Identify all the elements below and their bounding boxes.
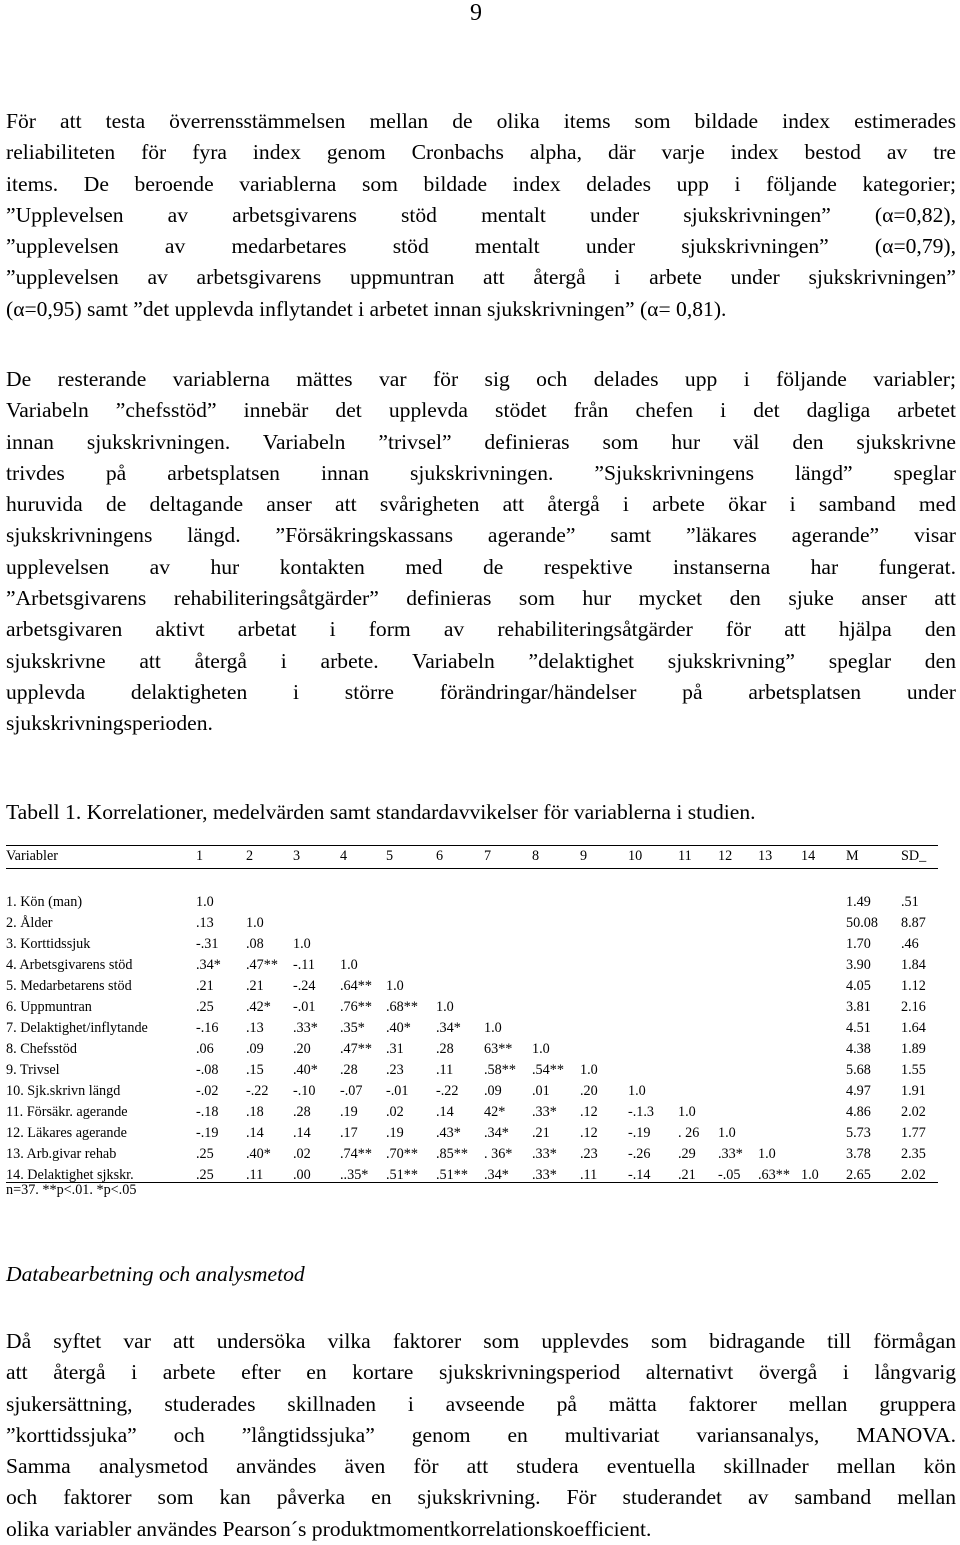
table-cell: .58** — [484, 1062, 516, 1078]
table-cell: -.11 — [293, 957, 315, 973]
table-cell: .21 — [532, 1125, 550, 1141]
table-cell: .20 — [580, 1083, 598, 1099]
text-line: arbetsgivaren aktivt arbetat i form av rehabiliteringsåtgärder för att hjälpa den — [6, 617, 956, 642]
table-cell: 1.0 — [678, 1104, 696, 1120]
table-cell: .09 — [484, 1083, 502, 1099]
table-cell: .33* — [293, 1020, 318, 1036]
table-cell: .25 — [196, 1167, 214, 1183]
table-row — [6, 1020, 938, 1041]
text-line: trivdes på arbetsplatsen innan sjukskrivningen. ”Sjukskrivningens längd” speglar — [6, 460, 956, 485]
table-cell: SD_ — [901, 848, 927, 864]
table-cell: .28 — [293, 1104, 311, 1120]
table-cell: .02 — [293, 1146, 311, 1162]
text-line: Då syftet var att undersöka vilka faktorer som upplevdes som bidragande till förmågan — [6, 1329, 956, 1353]
table-cell: .46 — [901, 936, 919, 952]
table-cell: 4.97 — [846, 1083, 871, 1099]
table-cell: 1 — [196, 848, 204, 864]
text-line: Samma analysmetod användes även för att studera eventuella skillnader mellan kön — [6, 1454, 956, 1479]
row-label: 12. Läkares agerande — [6, 1125, 127, 1141]
table-cell: .34* — [484, 1167, 509, 1183]
text-line: olika variabler användes Pearson´s produktmomentkorrelationskoefficient. — [6, 1516, 652, 1541]
table-cell: -.05 — [718, 1167, 741, 1183]
table-cell: 3.81 — [846, 999, 871, 1015]
table-cell: 5.68 — [846, 1062, 871, 1078]
table-cell: .34* — [484, 1125, 509, 1141]
table-cell: .51** — [436, 1167, 468, 1183]
table-cell: .40* — [386, 1020, 411, 1036]
table-cell: 3.78 — [846, 1146, 871, 1162]
row-label: 6. Uppmuntran — [6, 999, 92, 1015]
table-cell: .00 — [293, 1167, 311, 1183]
row-label: 8. Chefsstöd — [6, 1041, 77, 1057]
table-cell: 1.0 — [484, 1020, 502, 1036]
table-row — [6, 957, 938, 978]
table-cell: 1.77 — [901, 1125, 926, 1141]
table-cell: .35* — [340, 1020, 365, 1036]
table-cell: 8.87 — [901, 915, 926, 931]
table-row — [6, 1083, 938, 1104]
table-row — [6, 1062, 938, 1083]
table-cell: .29 — [678, 1146, 696, 1162]
table-cell: .17 — [340, 1125, 358, 1141]
table-cell: .19 — [340, 1104, 358, 1120]
table-cell: .34* — [436, 1020, 461, 1036]
table-cell: 11 — [678, 848, 692, 864]
text-line: upplevda delaktigheten i större förändringar/händelser på arbetsplatsen under — [6, 679, 956, 704]
row-label: Variabler — [6, 848, 58, 864]
text-line: sjukersättning, studerades skillnaden i avseende på mätta faktorer mellan gruppera — [6, 1391, 956, 1416]
row-label: 1. Kön (man) — [6, 894, 83, 910]
table-cell: .14 — [293, 1125, 311, 1141]
table-bottom-rule — [6, 1182, 938, 1183]
table-cell: .63** — [758, 1167, 790, 1183]
table-cell: .23 — [386, 1062, 404, 1078]
table-cell: .51** — [386, 1167, 418, 1183]
table-cell: .23 — [580, 1146, 598, 1162]
row-label: 14. Delaktighet sjkskr. — [6, 1167, 134, 1183]
table-cell: 2.02 — [901, 1167, 926, 1183]
row-label: 7. Delaktighet/inflytande — [6, 1020, 148, 1036]
table-cell: .34* — [196, 957, 221, 973]
table-cell: .11 — [580, 1167, 598, 1183]
table-cell: .11 — [246, 1167, 264, 1183]
row-label: 11. Försäkr. agerande — [6, 1104, 128, 1120]
table-cell: 63** — [484, 1041, 513, 1057]
text-line: ”Upplevelsen av arbetsgivarens stöd mentalt under sjukskrivningen” (α=0,82), — [6, 202, 956, 227]
row-label: 4. Arbetsgivarens stöd — [6, 957, 133, 973]
table-cell: 1.55 — [901, 1062, 926, 1078]
table-cell: .40* — [246, 1146, 271, 1162]
table-cell: 1.0 — [436, 999, 454, 1015]
table-cell: -.19 — [628, 1125, 651, 1141]
table-cell: 1.0 — [532, 1041, 550, 1057]
table-caption: Tabell 1. Korrelationer, medelvärden samt standardavvikelser för variablerna i studien. — [6, 800, 756, 824]
text-line: ”upplevelsen av medarbetares stöd mentalt under sjukskrivningen” (α=0,79), — [6, 234, 956, 259]
table-cell: 1.0 — [580, 1062, 598, 1078]
row-label: 2. Ålder — [6, 915, 53, 931]
text-line: och faktorer som kan påverka en sjukskrivning. För studerandet av samband mellan — [6, 1485, 956, 1510]
table-spacer — [6, 872, 938, 894]
table-cell: .33* — [532, 1104, 557, 1120]
text-line: (α=0,95) samt ”det upplevda inflytandet i arbetet innan sjukskrivningen” (α= 0,81). — [6, 296, 727, 321]
text-line: ”korttidssjuka” och ”långtidssjuka” genom en multivariat variansanalys, MANOVA. — [6, 1422, 956, 1447]
table-cell: 4.38 — [846, 1041, 871, 1057]
text-line: De resterande variablerna mättes var för sig och delades upp i följande variabler; — [6, 367, 956, 391]
table-cell: .47** — [246, 957, 278, 973]
table-cell: .21 — [196, 978, 214, 994]
table-header-rule — [6, 868, 938, 869]
table-row — [6, 1104, 938, 1125]
table-cell: 4.86 — [846, 1104, 871, 1120]
text-line: sjukskrivne att återgå i arbete. Variabeln ”delaktighet sjukskrivning” speglar den — [6, 648, 956, 673]
text-line: att återgå i arbete efter en kortare sjukskrivningsperiod alternativt övergå i långvarig — [6, 1360, 956, 1385]
table-cell: 7 — [484, 848, 492, 864]
table-cell: .21 — [678, 1167, 696, 1183]
table-cell: -.08 — [196, 1062, 219, 1078]
table-cell: 1.0 — [801, 1167, 819, 1183]
row-label: 3. Korttidssjuk — [6, 936, 91, 952]
table-cell: 2.65 — [846, 1167, 871, 1183]
table-cell: -.1.3 — [628, 1104, 655, 1120]
row-label: 13. Arb.givar rehab — [6, 1146, 117, 1162]
table-cell: .19 — [386, 1125, 404, 1141]
page-number: 9 — [470, 0, 482, 26]
paragraph-reliability — [6, 106, 956, 325]
table-cell: -.22 — [436, 1083, 459, 1099]
table-cell: .02 — [386, 1104, 404, 1120]
table-cell: .33* — [532, 1167, 557, 1183]
table-cell: 2 — [246, 848, 254, 864]
table-cell: 2.02 — [901, 1104, 926, 1120]
table-cell: .76** — [340, 999, 372, 1015]
table-cell: -.10 — [293, 1083, 316, 1099]
table-cell: .15 — [246, 1062, 264, 1078]
table-cell: .28 — [340, 1062, 358, 1078]
table-cell: 5.73 — [846, 1125, 871, 1141]
table-cell: ..35* — [340, 1167, 369, 1183]
table-cell: .33* — [718, 1146, 743, 1162]
table-cell: 13 — [758, 848, 773, 864]
table-cell: .70** — [386, 1146, 418, 1162]
table-cell: 4.05 — [846, 978, 871, 994]
table-cell: .13 — [246, 1020, 264, 1036]
table-cell: 3 — [293, 848, 301, 864]
table-cell: .40* — [293, 1062, 318, 1078]
table-cell: -.31 — [196, 936, 219, 952]
table-cell: 2.35 — [901, 1146, 926, 1162]
table-cell: .47** — [340, 1041, 372, 1057]
table-row — [6, 936, 938, 957]
table-cell: .43* — [436, 1125, 461, 1141]
table-row — [6, 1041, 938, 1062]
table-cell: 1.0 — [293, 936, 311, 952]
table-cell: .12 — [580, 1104, 598, 1120]
table-cell: .74** — [340, 1146, 372, 1162]
section-heading: Databearbetning och analysmetod — [6, 1262, 305, 1286]
table-cell: 10 — [628, 848, 643, 864]
table-row — [6, 1125, 938, 1146]
table-cell: -.18 — [196, 1104, 219, 1120]
table-top-rule — [6, 845, 938, 846]
table-cell: 3.90 — [846, 957, 871, 973]
table-cell: .08 — [246, 936, 264, 952]
table-cell: -.02 — [196, 1083, 219, 1099]
table-cell: .51 — [901, 894, 919, 910]
table-cell: 1.70 — [846, 936, 871, 952]
row-label: 9. Trivsel — [6, 1062, 60, 1078]
table-cell: 1.0 — [718, 1125, 736, 1141]
table-cell: 1.49 — [846, 894, 871, 910]
text-line: För att testa överrensstämmelsen mellan de olika items som bildade index estimerades — [6, 109, 956, 133]
text-line: ”upplevelsen av arbetsgivarens uppmuntran att återgå i arbete under sjukskrivningen” — [6, 265, 956, 290]
table-cell: -.19 — [196, 1125, 219, 1141]
table-cell: .20 — [293, 1041, 311, 1057]
text-line: sjukskrivningens längd. ”Försäkringskassans agerande” samt ”läkares agerande” visar — [6, 523, 956, 548]
table-cell: .14 — [246, 1125, 264, 1141]
paragraph-variables — [6, 364, 956, 740]
table-cell: 1.0 — [246, 915, 264, 931]
table-cell: 1.0 — [758, 1146, 776, 1162]
table-cell: 4.51 — [846, 1020, 871, 1036]
table-cell: -.24 — [293, 978, 316, 994]
table-row — [6, 1146, 938, 1167]
text-line: items. De beroende variablerna som bildade index delades upp i följande kategorier; — [6, 171, 956, 196]
table-cell: .31 — [386, 1041, 404, 1057]
table-cell: -.01 — [293, 999, 316, 1015]
table-cell: .18 — [246, 1104, 264, 1120]
table-cell: -.01 — [386, 1083, 409, 1099]
table-cell: 1.89 — [901, 1041, 926, 1057]
row-label: 5. Medarbetarens stöd — [6, 978, 132, 994]
table-cell: .54** — [532, 1062, 564, 1078]
row-label: 10. Sjk.skrivn längd — [6, 1083, 121, 1099]
text-line: huruvida de deltagande anser att svårigheten att återgå i arbete ökar i samband med — [6, 492, 956, 517]
text-line: reliabiliteten för fyra index genom Cronbachs alpha, där varje index bestod av tre — [6, 140, 956, 165]
table-cell: 6 — [436, 848, 444, 864]
table-cell: .06 — [196, 1041, 214, 1057]
text-line: upplevelsen av hur kontakten med de respektive instanserna har fungerat. — [6, 554, 956, 579]
table-cell: .01 — [532, 1083, 550, 1099]
table-cell: .68** — [386, 999, 418, 1015]
table-cell: .14 — [436, 1104, 454, 1120]
table-cell: .12 — [580, 1125, 598, 1141]
table-cell: 14 — [801, 848, 816, 864]
table-cell: .09 — [246, 1041, 264, 1057]
table-cell: 2.16 — [901, 999, 926, 1015]
table-cell: -.14 — [628, 1167, 651, 1183]
table-cell: -.16 — [196, 1020, 219, 1036]
table-cell: -.07 — [340, 1083, 363, 1099]
table-row — [6, 894, 938, 915]
table-cell: 12 — [718, 848, 733, 864]
text-line: innan sjukskrivningen. Variabeln ”trivsel” definieras som hur väl den sjukskrivne — [6, 429, 956, 454]
table-cell: 1.84 — [901, 957, 926, 973]
table-cell: 8 — [532, 848, 540, 864]
table-cell: M — [846, 848, 859, 864]
table-cell: 4 — [340, 848, 348, 864]
table-row — [6, 999, 938, 1020]
table-cell: 5 — [386, 848, 394, 864]
table-cell: 9 — [580, 848, 588, 864]
table-row — [6, 978, 938, 999]
table-note: n=37. **p<.01. *p<.05 — [6, 1182, 137, 1198]
table-cell: .64** — [340, 978, 372, 994]
table-cell: .25 — [196, 999, 214, 1015]
table-cell: .11 — [436, 1062, 454, 1078]
table-cell: .13 — [196, 915, 214, 931]
table-cell: .21 — [246, 978, 264, 994]
table-cell: 50.08 — [846, 915, 878, 931]
table-cell: .42* — [246, 999, 271, 1015]
table-row — [6, 1167, 938, 1188]
table-cell: -.26 — [628, 1146, 651, 1162]
table-cell: 1.0 — [628, 1083, 646, 1099]
table-cell: 1.0 — [340, 957, 358, 973]
table-cell: .25 — [196, 1146, 214, 1162]
table-cell: 1.0 — [386, 978, 404, 994]
table-cell: 1.64 — [901, 1020, 926, 1036]
table-cell: .33* — [532, 1146, 557, 1162]
text-line: Variabeln ”chefsstöd” innebär det upplevda stödet från chefen i det dagliga arbetet — [6, 398, 956, 423]
table-cell: .85** — [436, 1146, 468, 1162]
paragraph-analysis — [6, 1326, 956, 1545]
text-line: sjukskrivningsperioden. — [6, 711, 213, 736]
table-cell: 1.12 — [901, 978, 926, 994]
table-cell: -.22 — [246, 1083, 269, 1099]
table-cell: . 36* — [484, 1146, 513, 1162]
correlation-table — [6, 848, 938, 1188]
table-cell: 1.91 — [901, 1083, 926, 1099]
table-cell: .28 — [436, 1041, 454, 1057]
table-cell: 1.0 — [196, 894, 214, 910]
table-cell: 42* — [484, 1104, 506, 1120]
text-line: ”Arbetsgivarens rehabiliteringsåtgärder” definieras som hur mycket den sjuke anser att — [6, 586, 956, 611]
table-row — [6, 915, 938, 936]
table-cell: . 26 — [678, 1125, 700, 1141]
